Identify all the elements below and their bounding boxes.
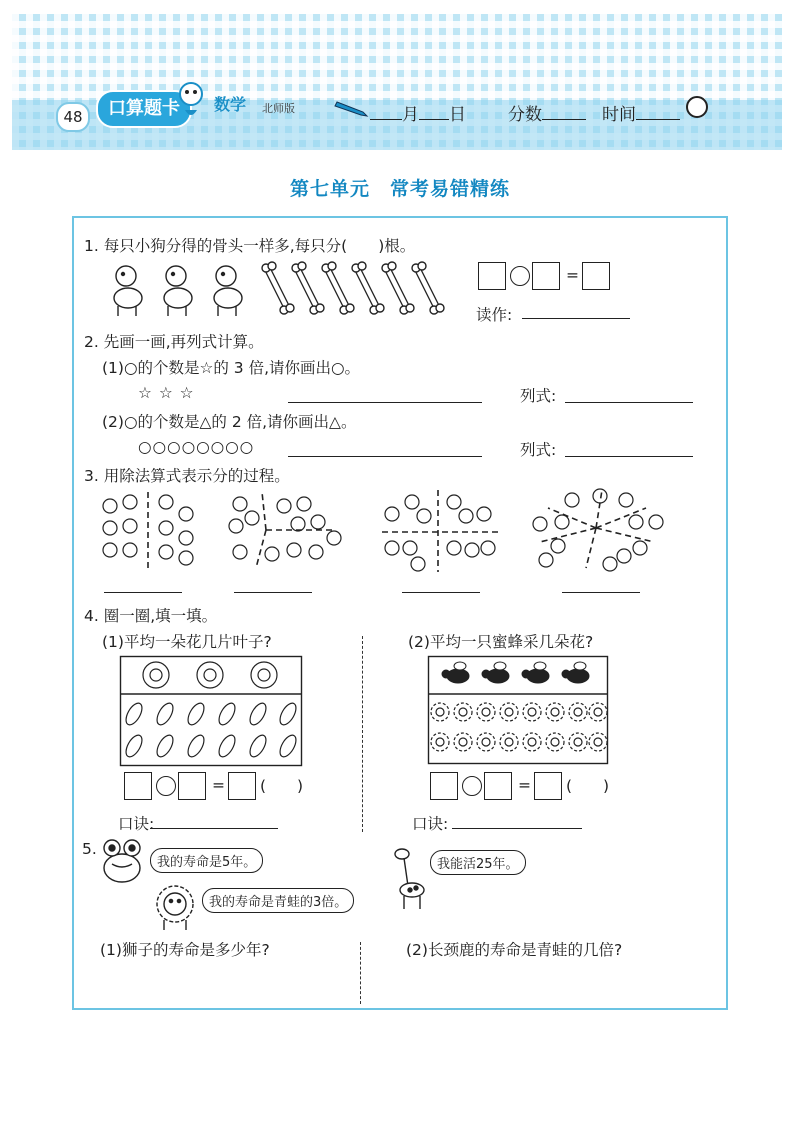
bees-flowers-grid bbox=[428, 656, 608, 764]
q3-blank-1[interactable] bbox=[104, 592, 182, 593]
q4-divider bbox=[362, 636, 363, 832]
score-label: 分数 bbox=[508, 105, 542, 125]
q4-part1: (1)平均一朵花几片叶子? bbox=[102, 633, 272, 651]
apples-group-2 bbox=[222, 490, 346, 570]
page-title: 第七单元 常考易错精练 bbox=[289, 178, 510, 200]
apples-group-1 bbox=[100, 492, 200, 570]
q2-formula2-blank[interactable] bbox=[565, 456, 693, 457]
q5-number: 5. bbox=[82, 840, 97, 858]
q4a-unit-paren[interactable]: ( ) bbox=[260, 777, 304, 795]
q1-read-label: 读作: bbox=[476, 306, 513, 324]
q3-prompt: 3. 用除法算式表示分的过程。 bbox=[84, 467, 290, 485]
q2-part1: (1)○的个数是☆的 3 倍,请你画出○。 bbox=[102, 359, 361, 377]
q4b-equals: = bbox=[518, 776, 531, 794]
q4a-dividend-box[interactable] bbox=[124, 772, 152, 800]
q4-part2: (2)平均一只蜜蜂采几朵花? bbox=[408, 633, 594, 651]
q1-divisor-box[interactable] bbox=[532, 262, 560, 290]
giraffe-icon bbox=[392, 846, 428, 910]
frog-icon bbox=[100, 838, 144, 886]
page-header bbox=[12, 14, 782, 150]
frog-speech-bubble: 我的寿命是5年。 bbox=[150, 848, 263, 873]
q4b-rhyme-blank[interactable] bbox=[452, 828, 582, 829]
q5-divider bbox=[360, 942, 361, 1004]
q4b-dividend-box[interactable] bbox=[430, 772, 458, 800]
q5-part1: (1)狮子的寿命是多少年? bbox=[100, 941, 270, 959]
q3-blank-3[interactable] bbox=[402, 592, 480, 593]
q1-operator-circle[interactable] bbox=[510, 266, 530, 286]
page-number: 48 bbox=[56, 102, 90, 132]
giraffe-speech-bubble: 我能活25年。 bbox=[430, 850, 526, 875]
q4b-divisor-box[interactable] bbox=[484, 772, 512, 800]
q4-prompt: 4. 圈一圈,填一填。 bbox=[84, 607, 218, 625]
q4a-operator-circle[interactable] bbox=[156, 776, 176, 796]
day-blank[interactable] bbox=[419, 105, 449, 120]
q2-circles: ○○○○○○○○ bbox=[138, 438, 255, 456]
apples-group-4 bbox=[528, 488, 668, 570]
q4b-rhyme-label: 口诀: bbox=[412, 815, 449, 833]
score-blank[interactable] bbox=[542, 105, 586, 120]
q1-equals: = bbox=[566, 266, 579, 284]
q2-formula1-blank[interactable] bbox=[565, 402, 693, 403]
month-label: 月 bbox=[402, 105, 419, 125]
q4b-operator-circle[interactable] bbox=[462, 776, 482, 796]
bones-icon bbox=[262, 262, 450, 314]
day-label: 日 bbox=[449, 105, 466, 125]
q4a-rhyme-blank[interactable] bbox=[150, 828, 278, 829]
q2-formula2-label: 列式: bbox=[520, 441, 557, 459]
q1-read-blank[interactable] bbox=[522, 318, 630, 319]
mascot-icon bbox=[176, 80, 206, 120]
q3-blank-2[interactable] bbox=[234, 592, 312, 593]
q1-dividend-box[interactable] bbox=[478, 262, 506, 290]
date-field bbox=[370, 100, 466, 125]
time-field bbox=[602, 100, 680, 125]
clock-icon bbox=[686, 96, 708, 118]
score-field bbox=[508, 100, 586, 125]
q2-part2: (2)○的个数是△的 2 倍,请你画出△。 bbox=[102, 413, 357, 431]
apples-group-3 bbox=[378, 490, 502, 572]
q4a-quotient-box[interactable] bbox=[228, 772, 256, 800]
q5-part2: (2)长颈鹿的寿命是青蛙的几倍? bbox=[406, 941, 623, 959]
edition-label: 北师版 bbox=[262, 102, 295, 115]
q2-draw-blank-2[interactable] bbox=[288, 456, 482, 457]
subject-label: 数学 bbox=[214, 95, 247, 114]
q1-prompt: 1. 每只小狗分得的骨头一样多,每只分( )根。 bbox=[84, 237, 416, 255]
brand-logo: 口算题卡 bbox=[96, 90, 192, 128]
pencil-icon bbox=[335, 98, 369, 118]
dogs-icon bbox=[104, 262, 254, 318]
q2-stars: ☆ ☆ ☆ bbox=[138, 384, 195, 402]
q4a-equals: = bbox=[212, 776, 225, 794]
q3-blank-4[interactable] bbox=[562, 592, 640, 593]
q2-draw-blank-1[interactable] bbox=[288, 402, 482, 403]
q2-formula1-label: 列式: bbox=[520, 387, 557, 405]
q4a-rhyme-label: 口诀: bbox=[118, 815, 155, 833]
lion-icon bbox=[150, 882, 200, 932]
lion-speech-bubble: 我的寿命是青蛙的3倍。 bbox=[202, 888, 354, 913]
flowers-leaves-grid bbox=[120, 656, 302, 766]
q2-prompt: 2. 先画一画,再列式计算。 bbox=[84, 333, 264, 351]
q4b-unit-paren[interactable]: ( ) bbox=[566, 777, 610, 795]
time-blank[interactable] bbox=[636, 105, 680, 120]
q4b-quotient-box[interactable] bbox=[534, 772, 562, 800]
q1-result-box[interactable] bbox=[582, 262, 610, 290]
month-blank[interactable] bbox=[370, 105, 402, 120]
q4a-divisor-box[interactable] bbox=[178, 772, 206, 800]
time-label: 时间 bbox=[602, 105, 636, 125]
